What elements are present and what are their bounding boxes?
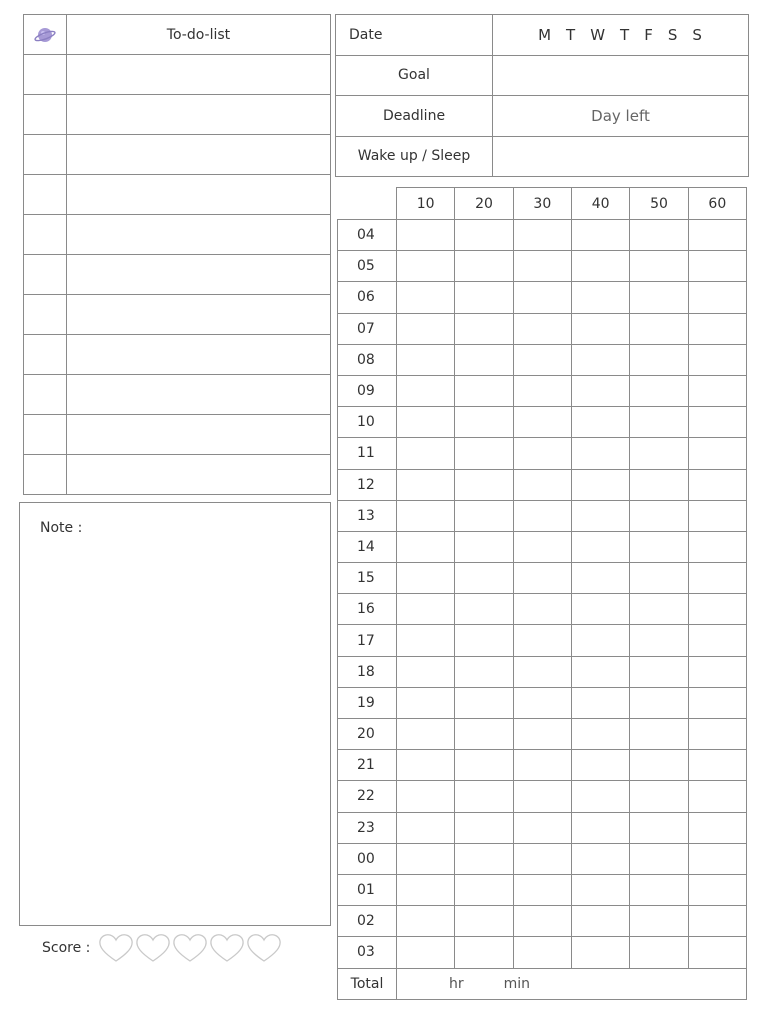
time-slot-cell[interactable] xyxy=(571,375,629,406)
todo-row xyxy=(24,415,331,455)
time-slot-cell[interactable] xyxy=(688,344,746,375)
hour-label: 18 xyxy=(338,656,397,687)
time-slot-cell[interactable] xyxy=(455,594,513,625)
todo-row xyxy=(24,455,331,495)
time-slot-cell[interactable] xyxy=(397,375,455,406)
time-slot-cell[interactable] xyxy=(630,344,688,375)
time-slot-cell[interactable] xyxy=(513,937,571,968)
hour-row xyxy=(338,687,747,718)
wake-sleep-field[interactable] xyxy=(493,136,749,177)
min-label: min xyxy=(503,975,531,992)
time-slot-cell[interactable] xyxy=(513,563,571,594)
todo-checkbox-cell[interactable] xyxy=(24,335,67,375)
day-left-label: Day left xyxy=(591,106,650,125)
time-slot-cell[interactable] xyxy=(455,874,513,905)
time-slot-cell[interactable] xyxy=(455,906,513,937)
note-box[interactable] xyxy=(19,502,331,926)
time-slot-cell[interactable] xyxy=(455,812,513,843)
time-slot-cell[interactable] xyxy=(630,781,688,812)
hour-row xyxy=(338,906,747,937)
time-slot-cell[interactable] xyxy=(513,843,571,874)
time-slot-cell[interactable] xyxy=(513,220,571,251)
hour-label: 09 xyxy=(338,375,397,406)
todo-task-cell[interactable] xyxy=(67,175,331,215)
time-slot-cell[interactable] xyxy=(688,500,746,531)
time-slot-cell[interactable] xyxy=(571,812,629,843)
hour-row xyxy=(338,563,747,594)
hour-row xyxy=(338,781,747,812)
time-slot-cell[interactable] xyxy=(688,843,746,874)
time-slot-cell[interactable] xyxy=(630,469,688,500)
time-slot-cell[interactable] xyxy=(630,687,688,718)
todo-checkbox-cell[interactable] xyxy=(24,375,67,415)
minute-column-header: 20 xyxy=(455,188,513,220)
time-slot-cell[interactable] xyxy=(455,687,513,718)
time-slot-cell[interactable] xyxy=(688,874,746,905)
todo-row xyxy=(24,295,331,335)
todo-task-cell[interactable] xyxy=(67,215,331,255)
time-slot-cell[interactable] xyxy=(571,407,629,438)
time-slot-cell[interactable] xyxy=(688,531,746,562)
time-slot-cell[interactable] xyxy=(455,313,513,344)
time-slot-cell[interactable] xyxy=(571,843,629,874)
goal-field[interactable] xyxy=(493,55,749,96)
time-slot-cell[interactable] xyxy=(571,313,629,344)
time-slot-cell[interactable] xyxy=(571,750,629,781)
time-slot-cell[interactable] xyxy=(688,687,746,718)
time-slot-cell[interactable] xyxy=(397,500,455,531)
time-slot-cell[interactable] xyxy=(513,531,571,562)
time-slot-cell[interactable] xyxy=(455,251,513,282)
time-slot-cell[interactable] xyxy=(513,594,571,625)
time-slot-cell[interactable] xyxy=(688,251,746,282)
hour-label: 22 xyxy=(338,781,397,812)
todo-checkbox-cell[interactable] xyxy=(24,135,67,175)
time-slot-cell[interactable] xyxy=(630,220,688,251)
time-slot-cell[interactable] xyxy=(455,937,513,968)
time-slot-cell[interactable] xyxy=(571,469,629,500)
time-slot-cell[interactable] xyxy=(630,750,688,781)
todo-row xyxy=(24,215,331,255)
time-slot-cell[interactable] xyxy=(455,438,513,469)
time-slot-cell[interactable] xyxy=(630,906,688,937)
score-label: Score : xyxy=(42,940,91,956)
time-slot-cell[interactable] xyxy=(513,874,571,905)
hour-label: 15 xyxy=(338,563,397,594)
todo-row xyxy=(24,95,331,135)
time-slot-cell[interactable] xyxy=(455,531,513,562)
hour-row xyxy=(338,750,747,781)
todo-row xyxy=(24,135,331,175)
time-slot-cell[interactable] xyxy=(455,500,513,531)
time-slot-cell[interactable] xyxy=(571,251,629,282)
hour-label: 00 xyxy=(338,843,397,874)
time-slot-cell[interactable] xyxy=(630,282,688,313)
heart-icon[interactable] xyxy=(172,932,208,964)
time-slot-cell[interactable] xyxy=(397,220,455,251)
goal-label: Goal xyxy=(336,55,493,96)
time-slot-cell[interactable] xyxy=(571,687,629,718)
time-slot-cell[interactable] xyxy=(513,687,571,718)
hour-label: 10 xyxy=(338,407,397,438)
hour-label: 21 xyxy=(338,750,397,781)
todo-task-cell[interactable] xyxy=(67,295,331,335)
deadline-label: Deadline xyxy=(336,96,493,137)
minute-column-header: 50 xyxy=(630,188,688,220)
time-slot-cell[interactable] xyxy=(688,563,746,594)
day-letter[interactable]: T xyxy=(620,25,631,44)
todo-checkbox-cell[interactable] xyxy=(24,55,67,95)
time-slot-cell[interactable] xyxy=(397,937,455,968)
hour-row xyxy=(338,500,747,531)
time-slot-cell[interactable] xyxy=(630,656,688,687)
hour-label: 23 xyxy=(338,812,397,843)
time-slot-cell[interactable] xyxy=(397,594,455,625)
hour-row xyxy=(338,812,747,843)
time-slot-cell[interactable] xyxy=(630,438,688,469)
time-slot-cell[interactable] xyxy=(688,438,746,469)
time-slot-cell[interactable] xyxy=(571,719,629,750)
time-slot-cell[interactable] xyxy=(397,843,455,874)
hour-row xyxy=(338,874,747,905)
time-slot-cell[interactable] xyxy=(397,906,455,937)
time-slot-cell[interactable] xyxy=(513,375,571,406)
hour-row xyxy=(338,313,747,344)
time-slot-cell[interactable] xyxy=(513,719,571,750)
minute-column-header: 30 xyxy=(513,188,571,220)
time-slot-cell[interactable] xyxy=(688,781,746,812)
time-slot-cell[interactable] xyxy=(630,594,688,625)
todo-task-cell[interactable] xyxy=(67,255,331,295)
corner-blank xyxy=(338,188,397,220)
time-slot-cell[interactable] xyxy=(571,625,629,656)
hour-row xyxy=(338,251,747,282)
time-slot-cell[interactable] xyxy=(571,500,629,531)
todo-checkbox-cell[interactable] xyxy=(24,255,67,295)
day-letter[interactable]: S xyxy=(692,25,703,44)
time-slot-cell[interactable] xyxy=(397,531,455,562)
time-slot-cell[interactable] xyxy=(571,656,629,687)
study-time-table xyxy=(337,187,747,1000)
time-slot-cell[interactable] xyxy=(630,563,688,594)
hour-label: 01 xyxy=(338,874,397,905)
day-letter[interactable]: W xyxy=(590,25,607,44)
hour-label: 06 xyxy=(338,282,397,313)
time-slot-cell[interactable] xyxy=(455,625,513,656)
time-slot-cell[interactable] xyxy=(455,344,513,375)
time-slot-cell[interactable] xyxy=(397,438,455,469)
time-slot-cell[interactable] xyxy=(455,719,513,750)
hour-row xyxy=(338,719,747,750)
todo-checkbox-cell[interactable] xyxy=(24,295,67,335)
time-slot-cell[interactable] xyxy=(630,719,688,750)
todo-checkbox-cell[interactable] xyxy=(24,215,67,255)
day-left-field[interactable] xyxy=(493,96,749,137)
time-slot-cell[interactable] xyxy=(455,375,513,406)
planet-icon xyxy=(34,24,56,46)
time-slot-cell[interactable] xyxy=(571,937,629,968)
hour-label: 16 xyxy=(338,594,397,625)
day-letter[interactable]: M xyxy=(538,25,553,44)
time-slot-cell[interactable] xyxy=(571,563,629,594)
time-slot-cell[interactable] xyxy=(397,874,455,905)
time-slot-cell[interactable] xyxy=(513,469,571,500)
time-slot-cell[interactable] xyxy=(688,937,746,968)
time-slot-cell[interactable] xyxy=(571,906,629,937)
time-slot-cell[interactable] xyxy=(455,656,513,687)
hour-label: 07 xyxy=(338,313,397,344)
todo-task-cell[interactable] xyxy=(67,375,331,415)
time-slot-cell[interactable] xyxy=(455,781,513,812)
time-slot-cell[interactable] xyxy=(688,469,746,500)
time-slot-cell[interactable] xyxy=(513,438,571,469)
time-slot-cell[interactable] xyxy=(455,469,513,500)
time-slot-cell[interactable] xyxy=(571,282,629,313)
hour-label: 14 xyxy=(338,531,397,562)
hour-row xyxy=(338,531,747,562)
time-slot-cell[interactable] xyxy=(397,625,455,656)
hour-row xyxy=(338,220,747,251)
hour-row xyxy=(338,594,747,625)
todo-checkbox-cell[interactable] xyxy=(24,455,67,495)
hour-label: 19 xyxy=(338,687,397,718)
hour-row xyxy=(338,656,747,687)
time-slot-cell[interactable] xyxy=(513,313,571,344)
note-label: Note : xyxy=(40,520,83,536)
total-row xyxy=(338,968,747,999)
todo-checkbox-cell[interactable] xyxy=(24,415,67,455)
time-slot-cell[interactable] xyxy=(397,344,455,375)
time-slot-cell[interactable] xyxy=(630,812,688,843)
heart-icon[interactable] xyxy=(246,932,282,964)
time-slot-cell[interactable] xyxy=(397,251,455,282)
heart-icon[interactable] xyxy=(135,932,171,964)
todo-checkbox-cell[interactable] xyxy=(24,95,67,135)
hour-label: 20 xyxy=(338,719,397,750)
minute-column-header: 40 xyxy=(571,188,629,220)
time-slot-cell[interactable] xyxy=(513,625,571,656)
time-slot-cell[interactable] xyxy=(630,375,688,406)
time-slot-cell[interactable] xyxy=(513,407,571,438)
time-slot-cell[interactable] xyxy=(513,344,571,375)
time-slot-cell[interactable] xyxy=(513,906,571,937)
hour-label: 12 xyxy=(338,469,397,500)
time-slot-cell[interactable] xyxy=(630,874,688,905)
hour-label: 17 xyxy=(338,625,397,656)
day-letter[interactable]: T xyxy=(566,25,577,44)
todo-task-cell[interactable] xyxy=(67,55,331,95)
time-slot-cell[interactable] xyxy=(571,874,629,905)
time-slot-cell[interactable] xyxy=(397,687,455,718)
todo-icon-cell xyxy=(24,15,67,55)
todo-row xyxy=(24,375,331,415)
day-letter[interactable]: F xyxy=(644,25,654,44)
time-slot-cell[interactable] xyxy=(455,220,513,251)
hour-label: 08 xyxy=(338,344,397,375)
time-slot-cell[interactable] xyxy=(688,656,746,687)
todo-checkbox-cell[interactable] xyxy=(24,175,67,215)
time-slot-cell[interactable] xyxy=(397,656,455,687)
todo-task-cell[interactable] xyxy=(67,135,331,175)
minute-column-header: 10 xyxy=(397,188,455,220)
time-slot-cell[interactable] xyxy=(688,375,746,406)
time-slot-cell[interactable] xyxy=(513,781,571,812)
time-slot-cell[interactable] xyxy=(513,500,571,531)
hour-label: 05 xyxy=(338,251,397,282)
time-slot-cell[interactable] xyxy=(455,563,513,594)
day-letter[interactable]: S xyxy=(667,25,679,44)
hour-row xyxy=(338,469,747,500)
hour-label: 11 xyxy=(338,438,397,469)
time-slot-cell[interactable] xyxy=(397,313,455,344)
todo-task-cell[interactable] xyxy=(67,335,331,375)
time-slot-cell[interactable] xyxy=(513,282,571,313)
time-slot-cell[interactable] xyxy=(688,906,746,937)
time-slot-cell[interactable] xyxy=(688,313,746,344)
time-slot-cell[interactable] xyxy=(688,220,746,251)
time-slot-cell[interactable] xyxy=(571,438,629,469)
hour-row xyxy=(338,937,747,968)
time-slot-cell[interactable] xyxy=(397,563,455,594)
time-slot-cell[interactable] xyxy=(571,594,629,625)
todo-task-cell[interactable] xyxy=(67,415,331,455)
todo-row xyxy=(24,335,331,375)
time-slot-cell[interactable] xyxy=(455,407,513,438)
time-slot-cell[interactable] xyxy=(688,282,746,313)
time-slot-cell[interactable] xyxy=(455,282,513,313)
time-slot-cell[interactable] xyxy=(630,251,688,282)
time-slot-cell[interactable] xyxy=(571,344,629,375)
time-slot-cell[interactable] xyxy=(571,531,629,562)
time-slot-cell[interactable] xyxy=(630,843,688,874)
heart-icon[interactable] xyxy=(209,932,245,964)
time-slot-cell[interactable] xyxy=(630,313,688,344)
hour-row xyxy=(338,625,747,656)
todo-row xyxy=(24,175,331,215)
time-slot-cell[interactable] xyxy=(397,781,455,812)
todo-row xyxy=(24,255,331,295)
time-slot-cell[interactable] xyxy=(630,625,688,656)
hour-row xyxy=(338,282,747,313)
heart-icon[interactable] xyxy=(98,932,134,964)
hour-row xyxy=(338,843,747,874)
time-slot-cell[interactable] xyxy=(688,594,746,625)
time-slot-cell[interactable] xyxy=(688,812,746,843)
todo-list-table xyxy=(23,14,331,495)
info-table xyxy=(335,14,749,177)
time-slot-cell[interactable] xyxy=(397,719,455,750)
score-row xyxy=(42,932,283,964)
time-slot-cell[interactable] xyxy=(397,282,455,313)
hour-row xyxy=(338,375,747,406)
time-slot-cell[interactable] xyxy=(571,220,629,251)
hour-label: 03 xyxy=(338,937,397,968)
date-label: Date xyxy=(336,15,493,56)
time-slot-cell[interactable] xyxy=(513,750,571,781)
minute-column-header: 60 xyxy=(688,188,746,220)
hour-row xyxy=(338,438,747,469)
hour-label: 02 xyxy=(338,906,397,937)
time-slot-cell[interactable] xyxy=(630,937,688,968)
wake-sleep-label: Wake up / Sleep xyxy=(336,136,493,177)
time-slot-cell[interactable] xyxy=(513,251,571,282)
time-slot-cell[interactable] xyxy=(571,781,629,812)
time-slot-cell[interactable] xyxy=(688,750,746,781)
time-slot-cell[interactable] xyxy=(630,531,688,562)
date-field[interactable] xyxy=(493,15,749,56)
total-label: Total xyxy=(338,968,397,999)
todo-task-cell[interactable] xyxy=(67,455,331,495)
time-slot-cell[interactable] xyxy=(455,843,513,874)
time-slot-cell[interactable] xyxy=(455,750,513,781)
time-slot-cell[interactable] xyxy=(630,500,688,531)
hour-label: 13 xyxy=(338,500,397,531)
hr-label: hr xyxy=(449,975,464,992)
todo-task-cell[interactable] xyxy=(67,95,331,135)
hour-row xyxy=(338,344,747,375)
time-slot-cell[interactable] xyxy=(397,469,455,500)
todo-row xyxy=(24,55,331,95)
total-field[interactable] xyxy=(397,968,747,999)
time-slot-cell[interactable] xyxy=(397,407,455,438)
time-slot-cell[interactable] xyxy=(397,750,455,781)
time-slot-cell[interactable] xyxy=(630,407,688,438)
todo-header: To-do-list xyxy=(67,15,331,55)
hour-label: 04 xyxy=(338,220,397,251)
hour-row xyxy=(338,407,747,438)
time-slot-cell[interactable] xyxy=(513,656,571,687)
time-slot-cell[interactable] xyxy=(688,719,746,750)
time-slot-cell[interactable] xyxy=(397,812,455,843)
time-slot-cell[interactable] xyxy=(688,625,746,656)
time-slot-cell[interactable] xyxy=(513,812,571,843)
time-slot-cell[interactable] xyxy=(688,407,746,438)
